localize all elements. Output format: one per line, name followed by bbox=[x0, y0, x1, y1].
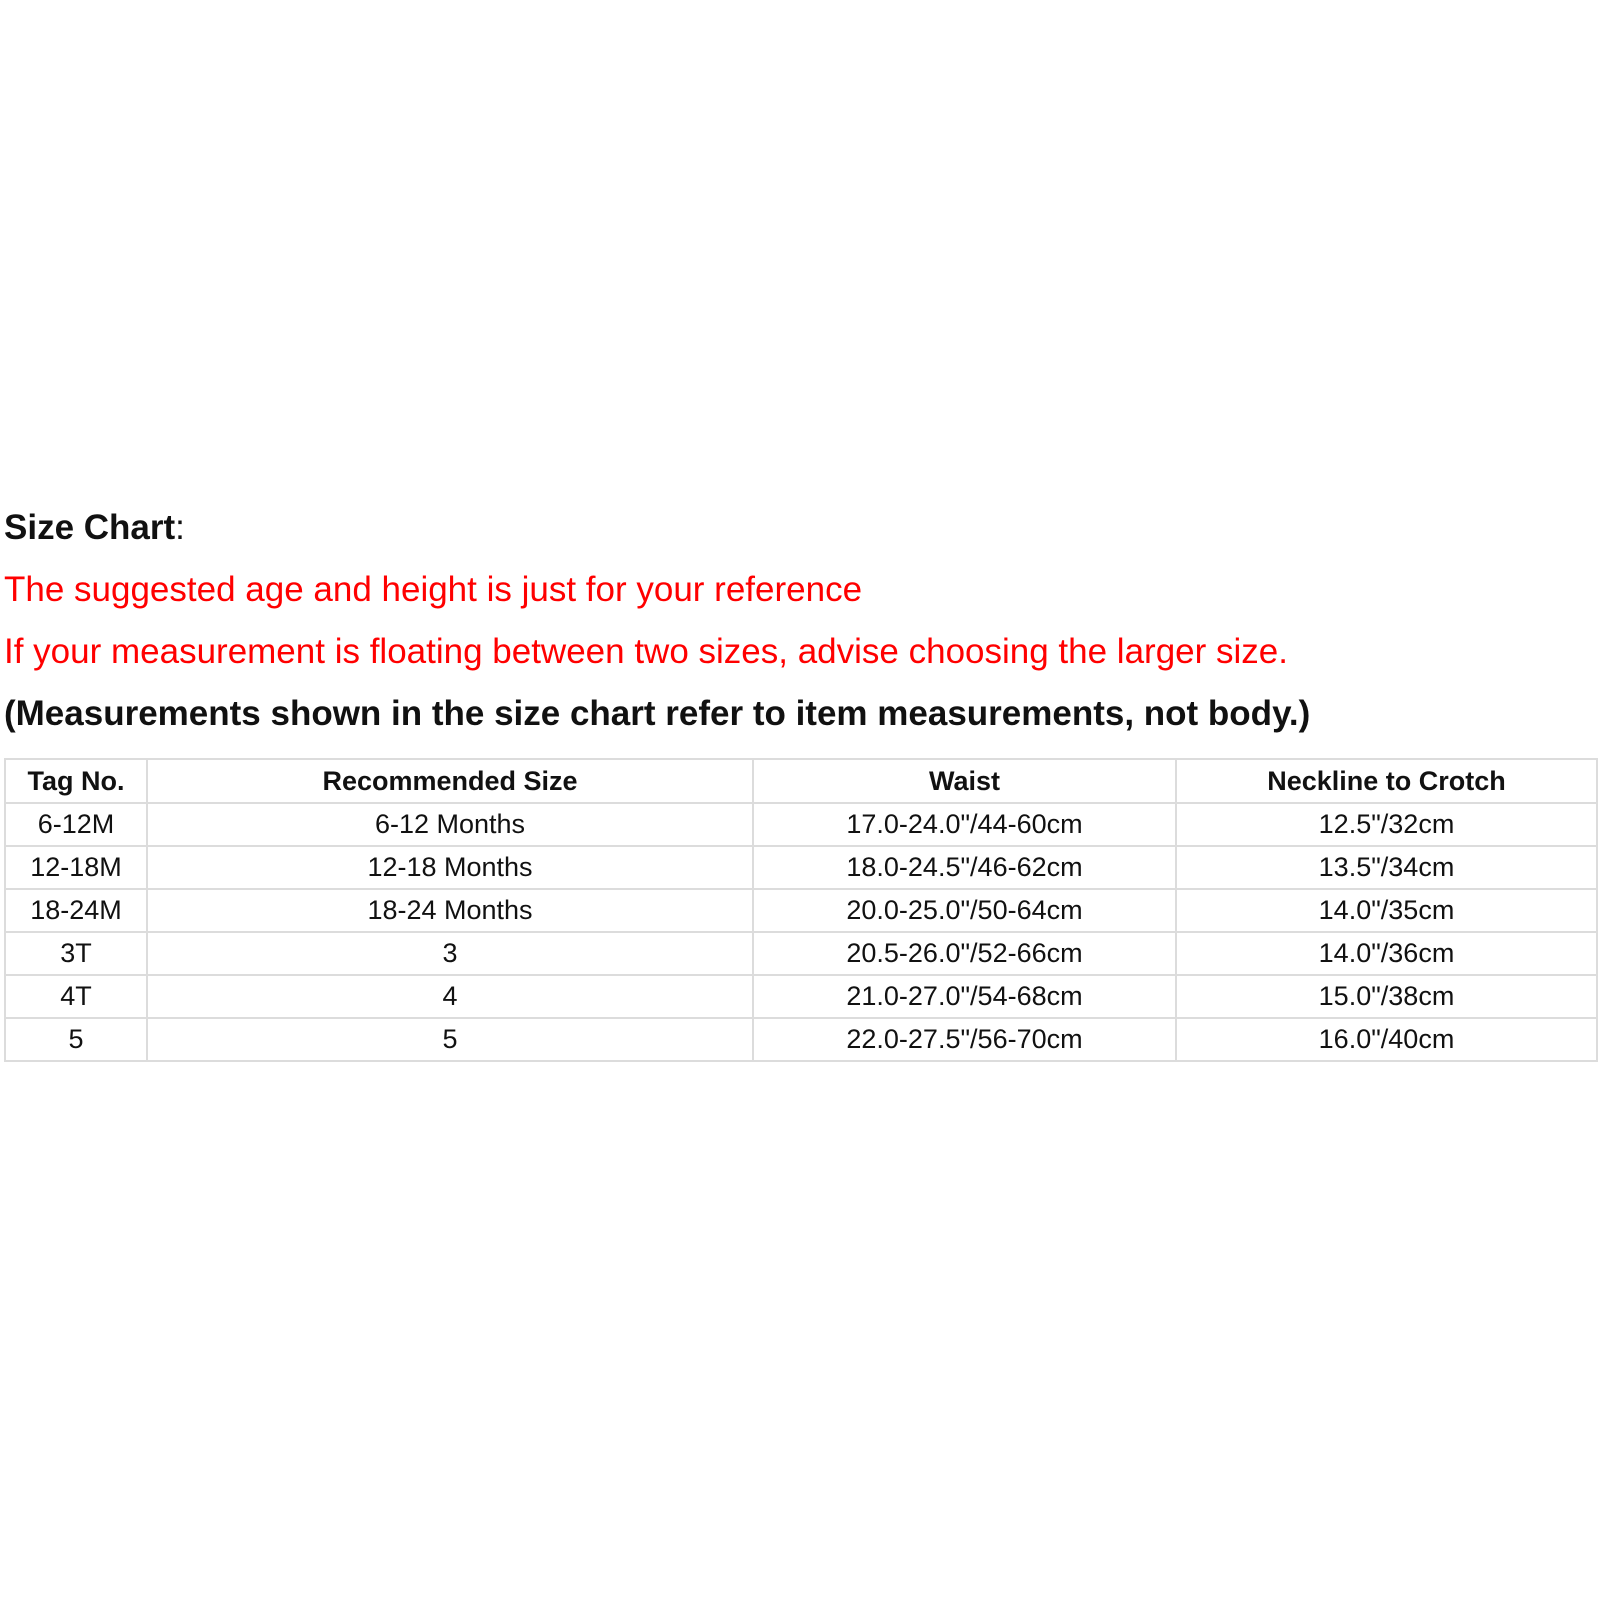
waist-cell: 17.0-24.0"/44-60cm bbox=[753, 803, 1176, 846]
waist-cell: 18.0-24.5"/46-62cm bbox=[753, 846, 1176, 889]
neckline-to-crotch-cell: 12.5"/32cm bbox=[1176, 803, 1597, 846]
tag-no-cell: 12-18M bbox=[5, 846, 147, 889]
waist-cell: 20.0-25.0"/50-64cm bbox=[753, 889, 1176, 932]
tag-no-cell: 3T bbox=[5, 932, 147, 975]
reference-note: The suggested age and height is just for your reference bbox=[4, 570, 863, 609]
neckline-to-crotch-cell: 14.0"/35cm bbox=[1176, 889, 1597, 932]
column-header-waist: Waist bbox=[753, 759, 1176, 803]
recommended-size-cell: 3 bbox=[147, 932, 753, 975]
table-header-row bbox=[5, 759, 1597, 803]
title-text: Size Chart bbox=[4, 508, 176, 547]
neckline-to-crotch-cell: 13.5"/34cm bbox=[1176, 846, 1597, 889]
waist-cell: 21.0-27.0"/54-68cm bbox=[753, 975, 1176, 1018]
column-header-tag-no: Tag No. bbox=[5, 759, 147, 803]
neckline-to-crotch-cell: 16.0"/40cm bbox=[1176, 1018, 1597, 1061]
waist-cell: 22.0-27.5"/56-70cm bbox=[753, 1018, 1176, 1061]
waist-cell: 20.5-26.0"/52-66cm bbox=[753, 932, 1176, 975]
neckline-to-crotch-cell: 15.0"/38cm bbox=[1176, 975, 1597, 1018]
table-row bbox=[5, 975, 1597, 1018]
table-row bbox=[5, 846, 1597, 889]
recommended-size-cell: 5 bbox=[147, 1018, 753, 1061]
recommended-size-cell: 12-18 Months bbox=[147, 846, 753, 889]
column-header-recommended-size: Recommended Size bbox=[147, 759, 753, 803]
recommended-size-cell: 4 bbox=[147, 975, 753, 1018]
table-row bbox=[5, 803, 1597, 846]
table-row bbox=[5, 889, 1597, 932]
recommended-size-cell: 6-12 Months bbox=[147, 803, 753, 846]
recommended-size-cell: 18-24 Months bbox=[147, 889, 753, 932]
tag-no-cell: 6-12M bbox=[5, 803, 147, 846]
tag-no-cell: 5 bbox=[5, 1018, 147, 1061]
measurement-disclaimer: (Measurements shown in the size chart refer to item measurements, not body.) bbox=[4, 694, 1311, 733]
size-chart-section bbox=[4, 508, 1596, 1062]
column-header-neckline-to-crotch: Neckline to Crotch bbox=[1176, 759, 1597, 803]
table-row bbox=[5, 932, 1597, 975]
title-colon: : bbox=[175, 508, 185, 547]
tag-no-cell: 18-24M bbox=[5, 889, 147, 932]
neckline-to-crotch-cell: 14.0"/36cm bbox=[1176, 932, 1597, 975]
page-title bbox=[4, 508, 1596, 548]
tag-no-cell: 4T bbox=[5, 975, 147, 1018]
size-table bbox=[4, 758, 1598, 1062]
table-row bbox=[5, 1018, 1597, 1061]
sizing-advice-note: If your measurement is floating between two sizes, advise choosing the larger size. bbox=[4, 632, 1288, 671]
